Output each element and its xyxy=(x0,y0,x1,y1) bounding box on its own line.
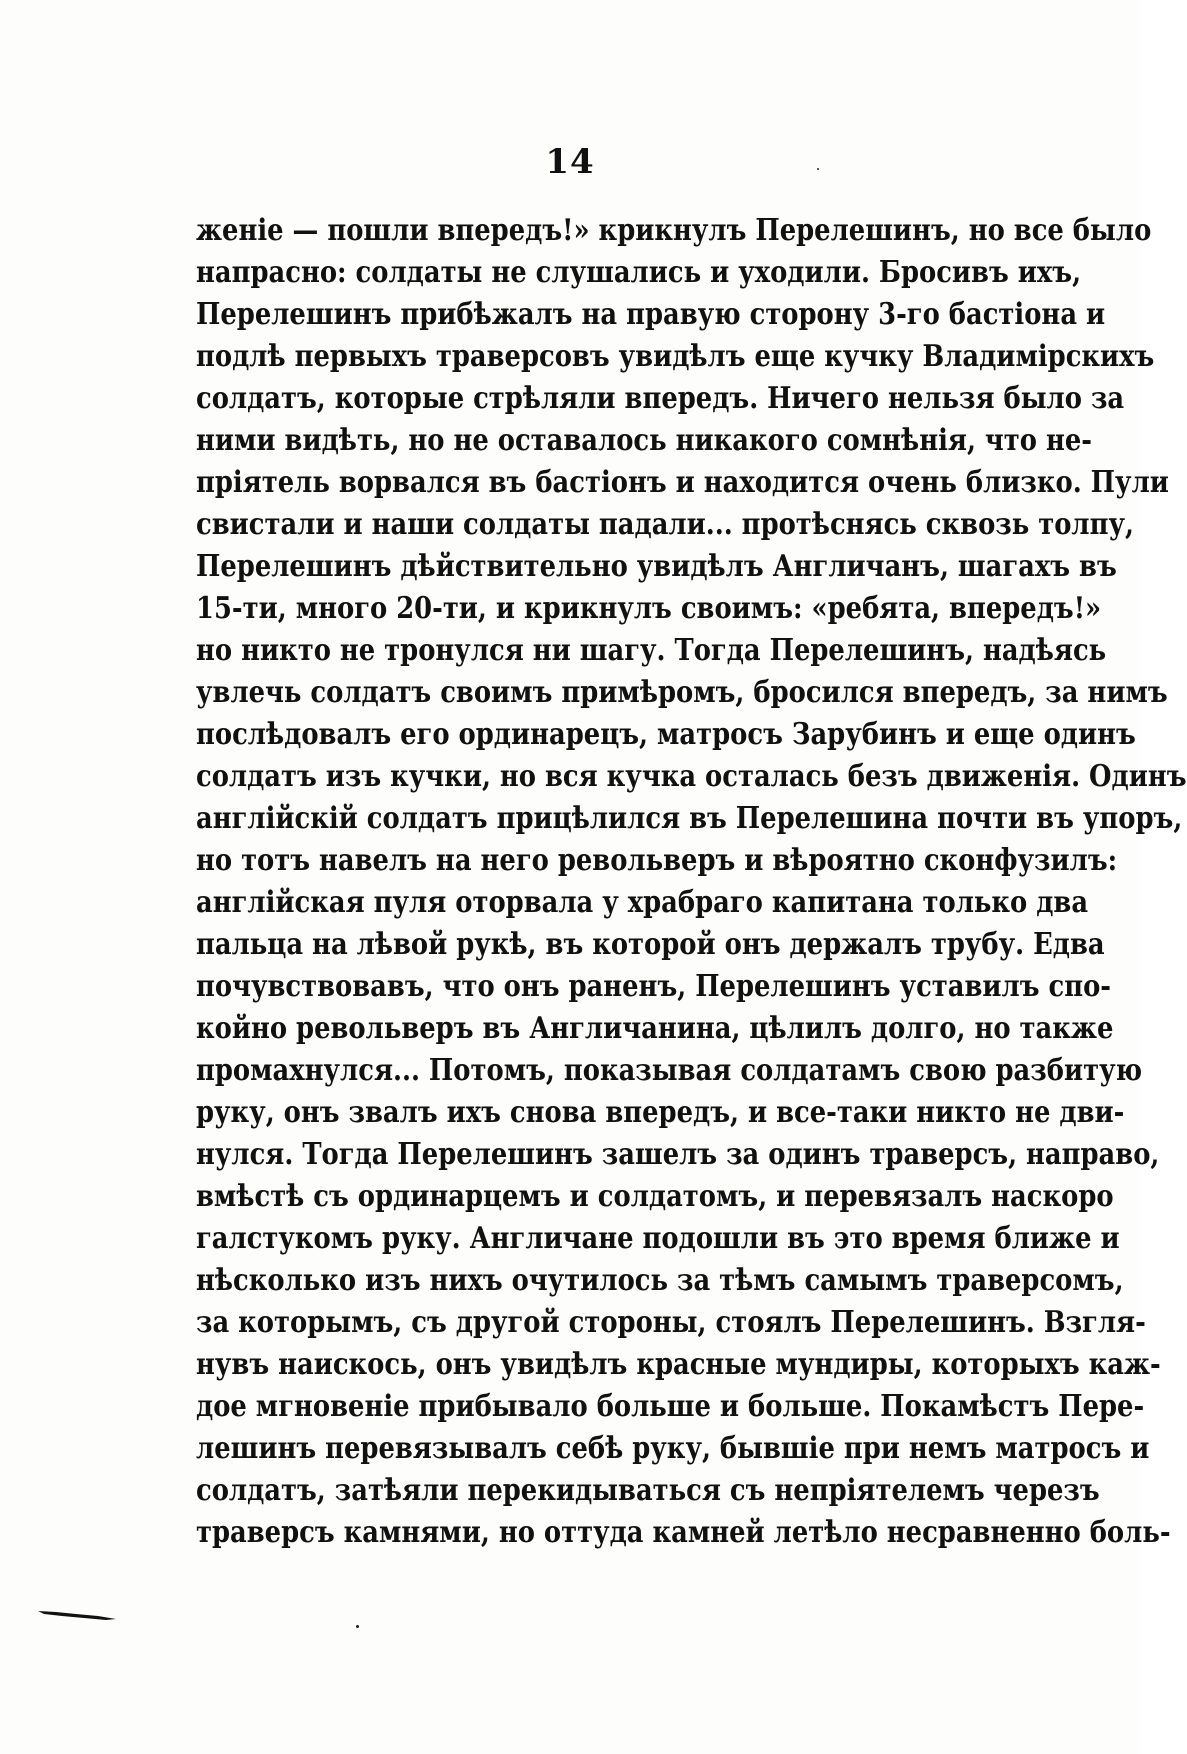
page-number: 14 xyxy=(545,142,595,182)
text-line: дое мгновеніе прибывало больше и больше. Покамѣстъ Пере- xyxy=(196,1389,1145,1424)
body-text xyxy=(196,210,1187,1554)
text-line: нѣсколько изъ нихъ очутилось за тѣмъ самымъ траверсомъ, xyxy=(196,1263,1124,1298)
text-line: ними видѣть, но не оставалось никакого сомнѣнія, что не- xyxy=(196,423,1092,458)
text-line: подлѣ первыхъ траверсовъ увидѣлъ еще кучку Владимірскихъ xyxy=(196,339,1155,374)
ink-speck xyxy=(356,1625,359,1628)
text-line: англійская пуля оторвала у храбраго капитана только два xyxy=(196,885,1089,920)
text-line: лешинъ перевязывалъ себѣ руку, бывшіе при немъ матросъ и xyxy=(196,1431,1150,1466)
text-line: Перелешинъ прибѣжалъ на правую сторону 3-го бастіона и xyxy=(196,297,1106,332)
text-line: почувствовавъ, что онъ раненъ, Перелешинъ уставилъ спо- xyxy=(196,969,1112,1004)
text-line: галстукомъ руку. Англичане подошли въ это время ближе и xyxy=(196,1221,1120,1256)
text-line: но никто не тронулся ни шагу. Тогда Перелешинъ, надѣясь xyxy=(196,633,1107,668)
text-line: промахнулся... Потомъ, показывая солдатамъ свою разбитую xyxy=(196,1053,1143,1088)
text-line: солдатъ, которые стрѣляли впередъ. Ничего нельзя было за xyxy=(196,381,1125,416)
text-line: пріятель ворвался въ бастіонъ и находится очень близко. Пули xyxy=(196,465,1169,500)
text-line: 15-ти, много 20-ти, и крикнулъ своимъ: «ребята, впередъ!» xyxy=(196,591,1102,626)
text-line: англійскій солдатъ прицѣлился въ Перелешина почти въ упоръ, xyxy=(196,801,1183,836)
text-line: за которымъ, съ другой стороны, стоялъ Перелешинъ. Взгля- xyxy=(196,1305,1146,1340)
text-line: руку, онъ звалъ ихъ снова впередъ, и все-таки никто не дви- xyxy=(196,1095,1125,1130)
text-line: Перелешинъ дѣйствительно увидѣлъ Англичанъ, шагахъ въ xyxy=(196,549,1117,584)
text-line: увлечь солдатъ своимъ примѣромъ, бросился впередъ, за нимъ xyxy=(196,675,1168,710)
text-line: женіе — пошли впередъ!» крикнулъ Перелешинъ, но все было xyxy=(196,213,1152,248)
text-line: послѣдовалъ его ординарецъ, матросъ Зарубинъ и еще одинъ xyxy=(196,717,1136,752)
text-line: напрасно: солдаты не слушались и уходили. Бросивъ ихъ, xyxy=(196,255,1082,290)
ink-smudge xyxy=(36,1608,120,1622)
text-line: пальца на лѣвой рукѣ, въ которой онъ держалъ трубу. Едва xyxy=(196,927,1105,962)
text-line: траверсъ камнями, но оттуда камней летѣло несравненно боль- xyxy=(196,1515,1171,1550)
text-line: свистали и наши солдаты падали... протѣснясь сквозь толпу, xyxy=(196,507,1135,542)
text-line: солдатъ, затѣяли перекидываться съ непріятелемъ черезъ xyxy=(196,1473,1100,1508)
text-line: нулся. Тогда Перелешинъ зашелъ за одинъ траверсъ, направо, xyxy=(196,1137,1160,1172)
text-line: но тотъ навелъ на него револьверъ и вѣроятно сконфузилъ: xyxy=(196,843,1118,878)
text-line: нувъ наискось, онъ увидѣлъ красные мундиры, которыхъ каж- xyxy=(196,1347,1161,1382)
ink-speck xyxy=(817,168,819,170)
text-line: солдатъ изъ кучки, но вся кучка осталась безъ движенія. Одинъ xyxy=(196,759,1187,794)
text-line: койно револьверъ въ Англичанина, цѣлилъ долго, но также xyxy=(196,1011,1114,1046)
text-line: вмѣстѣ съ ординарцемъ и солдатомъ, и перевязалъ наскоро xyxy=(196,1179,1114,1214)
